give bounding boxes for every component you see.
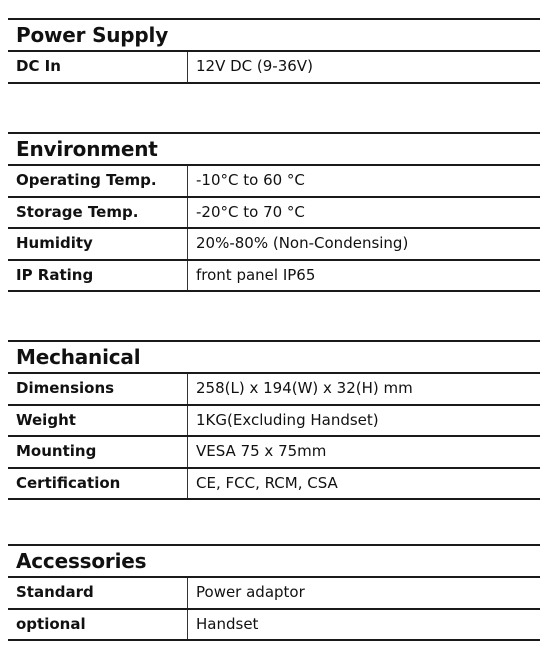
row-value: 12V DC (9-36V): [196, 57, 313, 75]
row-label: Operating Temp.: [8, 166, 188, 196]
row-label: Dimensions: [8, 374, 188, 404]
row-value: -10°C to 60 °C: [196, 171, 305, 189]
row-label: Humidity: [8, 229, 188, 259]
table-row: [8, 52, 540, 84]
row-label: Mounting: [8, 437, 188, 467]
section-title: Accessories: [8, 544, 540, 578]
table-row: [8, 374, 540, 406]
row-value: -20°C to 70 °C: [196, 202, 305, 221]
row-label: Standard: [8, 578, 188, 608]
table-row: [8, 437, 540, 469]
row-label: Weight: [8, 406, 188, 436]
row-value: Handset: [196, 614, 259, 633]
section-power-supply: [8, 18, 540, 84]
row-value: VESA 75 x 75mm: [196, 442, 327, 460]
table-row: [8, 610, 540, 642]
row-label: optional: [8, 610, 188, 640]
row-label: Storage Temp.: [8, 198, 188, 228]
row-value: CE, FCC, RCM, CSA: [196, 473, 338, 492]
row-value: front panel IP65: [196, 265, 316, 284]
section-title: Power Supply: [8, 18, 540, 52]
row-value: 258(L) x 194(W) x 32(H) mm: [196, 379, 413, 397]
table-row: [8, 261, 540, 293]
row-value: Power adaptor: [196, 583, 305, 601]
row-value: 1KG(Excluding Handset): [196, 410, 379, 429]
section-mechanical: [8, 340, 540, 500]
row-label: Certification: [8, 469, 188, 499]
table-row: [8, 406, 540, 438]
table-row: [8, 166, 540, 198]
row-label: DC In: [8, 52, 188, 82]
section-title: Mechanical: [8, 340, 540, 374]
section-environment: [8, 132, 540, 292]
section-title: Environment: [8, 132, 540, 166]
row-label: IP Rating: [8, 261, 188, 291]
table-row: [8, 469, 540, 501]
table-row: [8, 229, 540, 261]
section-accessories: [8, 544, 540, 641]
table-row: [8, 578, 540, 610]
row-value: 20%-80% (Non-Condensing): [196, 234, 409, 252]
table-row: [8, 198, 540, 230]
